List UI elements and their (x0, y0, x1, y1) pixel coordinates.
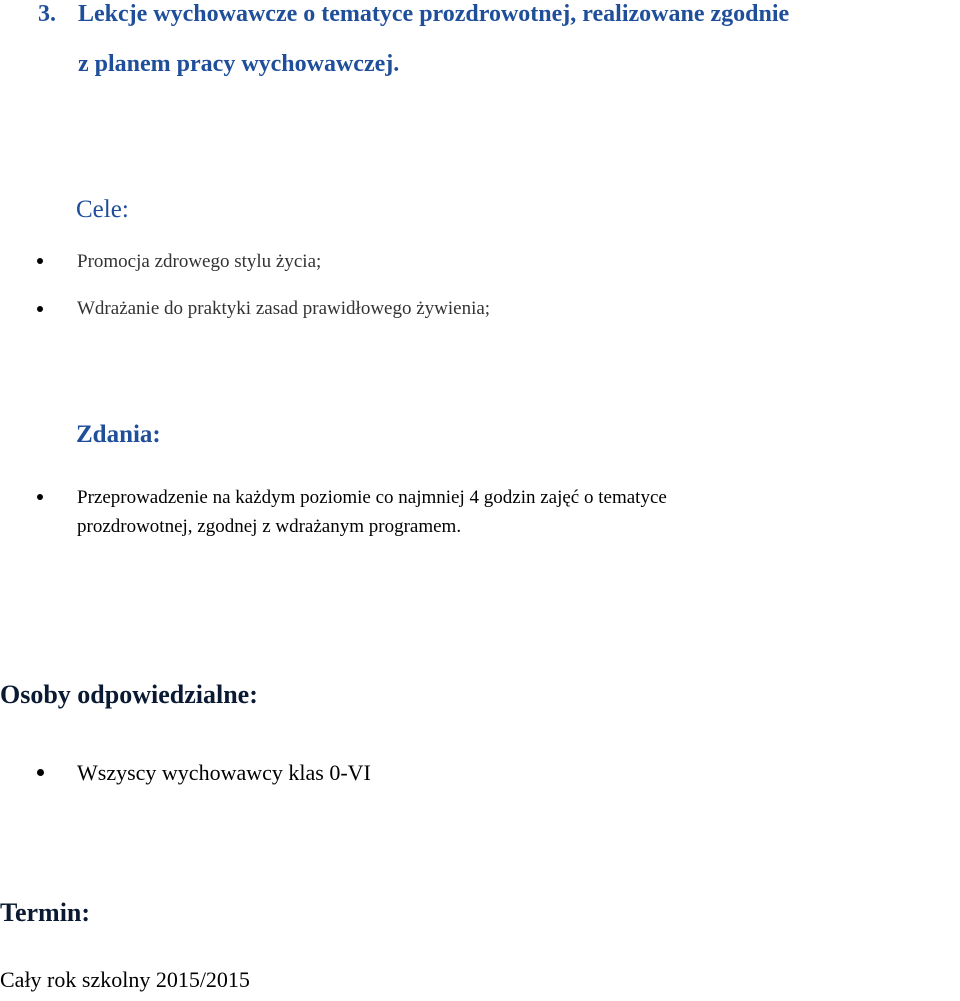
section-number: 3. (38, 1, 56, 27)
section-title-line2: z planem pracy wychowawczej. (78, 51, 400, 77)
bullet-icon (37, 258, 43, 264)
osoby-item-1: Wszyscy wychowawcy klas 0-VI (77, 760, 371, 785)
cele-item-2: Wdrażanie do praktyki zasad prawidłowego żywienia; (77, 298, 491, 319)
cele-heading: Cele: (76, 196, 129, 223)
zadania-heading: Zdania: (76, 421, 161, 448)
bullet-icon (37, 769, 44, 776)
termin-heading: Termin: (0, 898, 91, 927)
bullet-icon (37, 494, 43, 500)
bullet-icon (37, 306, 43, 312)
zadania-item-line2: prozdrowotnej, zgodnej z wdrażanym programem. (77, 516, 462, 537)
section-title-line1: Lekcje wychowawcze o tematyce prozdrowotnej, realizowane zgodnie (78, 1, 790, 27)
osoby-heading: Osoby odpowiedzialne: (0, 680, 258, 709)
termin-value: Cały rok szkolny 2015/2015 (0, 967, 250, 992)
cele-item-1: Promocja zdrowego stylu życia; (77, 251, 322, 272)
zadania-item-line1: Przeprowadzenie na każdym poziomie co najmniej 4 godzin zajęć o tematyce (77, 487, 667, 508)
